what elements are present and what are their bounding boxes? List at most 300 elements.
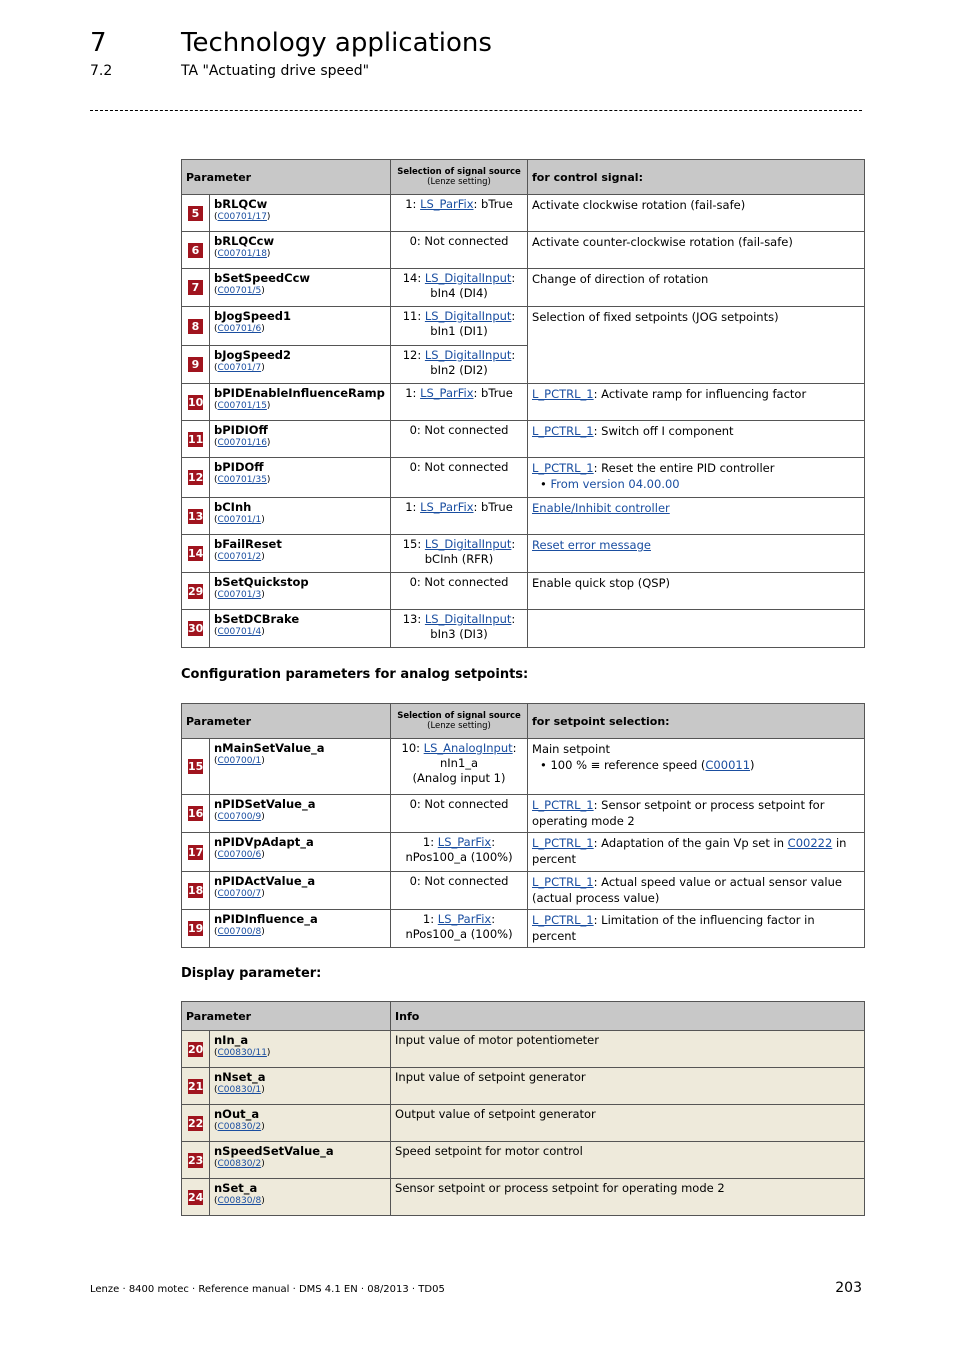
control-signal-table [181,159,865,648]
parameter-cell [210,535,391,573]
parameter-code-link[interactable]: C00701/2 [217,552,262,562]
parameter-name: nNset_a [214,1070,266,1084]
parameter-cell [210,872,391,910]
parameter-name: bPIDIOff [214,423,268,437]
info-cell [528,833,865,872]
source-suffix: : [511,348,516,362]
row-number-badge: 30 [188,622,204,635]
source-link[interactable]: LS_DigitalInput [424,309,512,323]
source-cell [391,573,528,610]
table-row [182,535,865,573]
parameter-cell [210,795,391,833]
source-line [395,835,523,850]
parameter-code-link[interactable]: C00700/8 [217,927,262,937]
parameter-cell [210,610,391,648]
source-link[interactable]: LS_ParFix [420,386,474,400]
parameter-code: (C00701/3) [214,590,265,600]
source-prefix: 1: [405,386,421,400]
parameter-name: nSpeedSetValue_a [214,1144,334,1158]
row-number-badge: 21 [188,1079,204,1093]
parameter-code: (C00830/8) [214,1196,265,1206]
parameter-code-link[interactable]: C00701/17 [217,212,267,222]
source-signal: nIn1_a [439,756,479,770]
parameter-code: (C00701/17) [214,212,271,222]
parameter-code-link[interactable]: C00701/15 [217,401,267,411]
source-suffix: : [491,912,496,926]
col-header-info: for control signal: [528,160,865,195]
source-signal: bCInh (RFR) [424,552,494,566]
row-number-badge: 10 [188,395,204,409]
row-number-cell [182,1105,210,1142]
row-number-badge: 16 [188,807,204,820]
parameter-name: bSetSpeedCcw [214,271,311,285]
table-row [182,739,865,795]
source-prefix: 12: [402,348,425,362]
source-line [395,197,523,212]
table-row [182,573,865,610]
source-cell [391,872,528,910]
row-number-cell [182,498,210,535]
parameter-cell [210,346,391,384]
source-cell [391,610,528,648]
parameter-name: bJogSpeed1 [214,309,291,323]
row-number-badge: 14 [188,547,204,560]
table-row [182,1142,865,1179]
parameter-name: bSetQuickstop [214,575,309,589]
source-link[interactable]: LS_DigitalInput [424,271,512,285]
info-cell [528,195,865,232]
info-bullet: • From version 04.00.00 [540,477,680,491]
parameter-code-link[interactable]: C00701/35 [217,475,267,485]
table-row [182,610,865,648]
parameter-code-link[interactable]: C00701/3 [217,590,262,600]
info-link[interactable]: Enable/Inhibit controller [532,501,670,515]
parameter-code-link[interactable]: C00830/1 [217,1085,262,1095]
info-text: : Sensor setpoint or process setpoint for operating mode 2 [532,798,825,828]
row-number-cell [182,610,210,648]
table-row [182,307,865,346]
parameter-cell [210,1031,391,1068]
row-number-badge: 6 [188,243,203,258]
info-bullet: • 100 % ≡ reference speed (C00011) [540,758,755,772]
info-text: Activate counter-clockwise rotation (fail-safe) [532,235,793,249]
source-signal: nPos100_a (100%) [405,850,513,864]
info-line [532,575,860,591]
source-cell [391,269,528,307]
info-text: Activate clockwise rotation (fail-safe) [532,198,746,212]
info-cell [528,573,865,610]
source-note: (Analog input 1) [412,771,506,785]
parameter-code-link[interactable]: C00701/18 [217,249,267,259]
source-signal: bIn4 (DI4) [430,286,488,300]
source-cell [391,346,528,384]
source-prefix: 11: [402,309,425,323]
info-line [532,271,860,287]
parameter-code: (C00830/2) [214,1159,265,1169]
info-cell [528,872,865,910]
table-row [182,1068,865,1105]
row-number-cell [182,307,210,346]
source-line [395,797,523,812]
row-number-badge: 22 [188,1116,204,1130]
row-number-badge: 24 [188,1190,204,1204]
bullet-text: 100 % ≡ reference speed ( [550,758,706,772]
info-link[interactable]: L_PCTRL_1 [532,798,594,812]
info-cell [528,307,865,384]
heading-display-parameter: Display parameter: [181,966,322,981]
parameter-code: (C00701/2) [214,552,265,562]
info-line [532,537,860,553]
parameter-name: nSet_a [214,1181,258,1195]
parameter-name: bCInh [214,500,252,514]
info-line [532,460,860,476]
section-title: TA "Actuating drive speed" [181,63,370,79]
info-cell [528,458,865,498]
source-signal: bIn3 (DI3) [430,627,488,641]
parameter-cell [210,498,391,535]
source-line [395,537,523,552]
parameter-name: bJogSpeed2 [214,348,291,362]
parameter-name: bFailReset [214,537,282,551]
heading-analog-setpoints: Configuration parameters for analog setpoints: [181,667,529,682]
parameter-code-link[interactable]: C00701/1 [217,515,262,525]
chapter-title: Technology applications [181,28,492,58]
source-suffix: : bTrue [473,386,513,400]
info-line [532,234,860,250]
source-suffix: : bTrue [473,500,513,514]
row-number-cell [182,1142,210,1179]
parameter-name: nPIDVpAdapt_a [214,835,314,849]
row-number-badge: 15 [188,760,204,773]
col-header-info: Info [391,1002,865,1031]
source-prefix: 0: Not connected [409,234,509,248]
row-number-badge: 23 [188,1153,204,1167]
parameter-code: (C00701/16) [214,438,271,448]
table-row [182,458,865,498]
row-number-cell [182,1031,210,1068]
info-text: Main setpoint [532,742,611,756]
col-header-parameter: Parameter [182,160,391,195]
parameter-code-link[interactable]: C00830/8 [217,1196,262,1206]
parameter-code-link[interactable]: C00700/9 [217,812,262,822]
source-suffix: : [511,271,516,285]
info-line [532,912,860,944]
source-prefix: 0: Not connected [409,874,509,888]
info-line [532,386,860,402]
row-number-badge: 17 [188,845,204,859]
parameter-code: (C00700/8) [214,927,265,937]
parameter-code-link[interactable]: C00701/5 [217,286,262,296]
info-text: Selection of fixed setpoints (JOG setpoints) [532,310,779,324]
info-line [532,423,860,439]
source-prefix: 13: [402,612,425,626]
info-cell [528,421,865,458]
source-prefix: 14: [402,271,425,285]
info-cell [528,535,865,573]
parameter-cell [210,573,391,610]
source-link[interactable]: LS_ParFix [420,197,474,211]
parameter-code: (C00700/1) [214,756,265,766]
parameter-cell [210,421,391,458]
source-cell [391,795,528,833]
row-number-badge: 29 [188,584,204,598]
setpoint-table [181,703,865,948]
info-text: : Activate ramp for influencing factor [593,387,807,401]
info-text: Input value of setpoint generator [395,1070,586,1084]
source-suffix: : [512,741,517,755]
info-text: : Switch off I component [593,424,734,438]
source-prefix: 10: [401,741,424,755]
row-number-badge: 18 [188,884,204,897]
parameter-code-link[interactable]: C00700/6 [217,850,262,860]
parameter-code-link[interactable]: C00830/2 [217,1159,262,1169]
row-number-badge: 8 [188,319,203,334]
info-link[interactable]: C00222 [787,836,833,850]
info-text: Input value of motor potentiometer [395,1033,599,1047]
source-link[interactable]: LS_DigitalInput [424,348,512,362]
parameter-name: bPIDEnableInfluenceRamp [214,386,385,400]
info-text: Enable quick stop (QSP) [532,576,671,590]
parameter-name: bPIDOff [214,460,264,474]
source-cell [391,458,528,498]
parameter-code: (C00701/7) [214,363,265,373]
info-line [532,309,860,325]
parameter-code-link[interactable]: C00830/2 [217,1122,262,1132]
source-line [395,612,523,627]
row-number-cell [182,1068,210,1105]
parameter-code-link[interactable]: C00701/7 [217,363,262,373]
info-text: : Actual speed value or actual sensor value (actual process value) [532,875,842,905]
parameter-name: nPIDInfluence_a [214,912,318,926]
parameter-name: bRLQCcw [214,234,275,248]
row-number-cell [182,795,210,833]
info-text: : Reset the entire PID controller [593,461,775,475]
table-row [182,269,865,307]
info-link[interactable]: Reset error message [532,538,651,552]
source-suffix: : [511,309,516,323]
info-line [532,797,860,829]
parameter-name: bRLQCw [214,197,268,211]
parameter-code-link[interactable]: C00701/16 [217,438,267,448]
row-number-cell [182,346,210,384]
footer-text: Lenze · 8400 motec · Reference manual · DMS 4.1 EN · 08/2013 · TD05 [90,1284,445,1295]
info-line [532,835,860,867]
info-text: in percent [532,836,847,866]
parameter-code: (C00700/7) [214,889,265,899]
table-row [182,1179,865,1216]
table-row [182,833,865,872]
source-link[interactable]: LS_ParFix [437,912,492,926]
table-row [182,498,865,535]
row-number-badge: 5 [188,206,203,221]
parameter-cell [210,1142,391,1179]
row-number-badge: 11 [188,432,204,446]
parameter-cell [210,833,391,872]
bullet-link[interactable]: C00011 [705,758,751,772]
source-link[interactable]: LS_AnalogInput [423,741,513,755]
parameter-cell [210,1068,391,1105]
parameter-name: bSetDCBrake [214,612,300,626]
info-text: : Limitation of the influencing factor in percent [532,913,815,943]
source-suffix: : [511,537,516,551]
parameter-code: (C00701/1) [214,515,265,525]
source-link[interactable]: LS_DigitalInput [424,537,512,551]
bullet-text: From version 04.00.00 [550,477,680,491]
source-line [395,460,523,475]
source-line [395,309,523,324]
row-number-badge: 19 [188,922,204,935]
info-link[interactable]: L_PCTRL_1 [532,387,594,401]
table-row [182,384,865,421]
info-link[interactable]: L_PCTRL_1 [532,913,594,927]
row-number-badge: 9 [188,357,203,372]
section-number: 7.2 [90,63,113,79]
parameter-cell [210,910,391,948]
source-link[interactable]: LS_ParFix [420,500,474,514]
parameter-code-link[interactable]: C00830/11 [217,1048,267,1058]
parameter-code: (C00701/35) [214,475,271,485]
source-prefix: 1: [405,500,421,514]
source-link[interactable]: LS_DigitalInput [424,612,512,626]
row-number-badge: 13 [188,509,204,523]
parameter-name: nOut_a [214,1107,260,1121]
source-signal: bIn2 (DI2) [430,363,488,377]
source-link[interactable]: LS_ParFix [437,835,492,849]
info-cell [528,610,865,648]
table-row [182,232,865,269]
source-cell [391,498,528,535]
col-header-parameter: Parameter [182,1002,391,1031]
parameter-cell [210,1105,391,1142]
info-link[interactable]: L_PCTRL_1 [532,875,594,889]
source-cell [391,232,528,269]
source-cell [391,384,528,421]
parameter-code: (C00701/4) [214,627,265,637]
parameter-code: (C00700/9) [214,812,265,822]
parameter-code-link[interactable]: C00701/6 [217,324,262,334]
info-link[interactable]: L_PCTRL_1 [532,424,594,438]
col-header-parameter: Parameter [182,704,391,739]
source-line [395,348,523,363]
row-number-cell [182,1179,210,1216]
row-number-cell [182,269,210,307]
row-number-badge: 20 [188,1042,204,1056]
display-parameter-table [181,1001,865,1216]
parameter-code: (C00701/5) [214,286,265,296]
source-suffix: : bTrue [473,197,513,211]
info-cell [391,1031,865,1068]
col-header-source: Selection of signal source (Lenze setting) [391,704,528,739]
source-prefix: 0: Not connected [409,797,509,811]
info-text: Speed setpoint for motor control [395,1144,583,1158]
info-line [532,197,860,213]
source-line [395,271,523,286]
source-cell [391,421,528,458]
source-line [395,500,523,515]
source-prefix: 0: Not connected [409,423,509,437]
parameter-name: nPIDSetValue_a [214,797,316,811]
source-cell [391,833,528,872]
row-number-cell [182,833,210,872]
parameter-name: nIn_a [214,1033,249,1047]
parameter-name: nPIDActValue_a [214,874,316,888]
source-signal: bIn1 (DI1) [430,324,488,338]
col-header-info: for setpoint selection: [528,704,865,739]
info-link[interactable]: L_PCTRL_1 [532,461,594,475]
source-prefix: 1: [422,912,438,926]
row-number-cell [182,458,210,498]
info-text: Sensor setpoint or process setpoint for operating mode 2 [395,1181,725,1195]
source-prefix: 0: Not connected [409,575,509,589]
table-row [182,795,865,833]
source-line [395,741,523,756]
row-number-cell [182,872,210,910]
source-line [395,386,523,401]
info-cell [391,1142,865,1179]
row-number-cell [182,910,210,948]
bullet-suffix: ) [750,758,755,772]
parameter-code-link[interactable]: C00701/4 [217,627,262,637]
row-number-cell [182,195,210,232]
source-prefix: 1: [405,197,421,211]
row-number-cell [182,421,210,458]
info-cell [528,269,865,307]
row-number-cell [182,535,210,573]
source-line [395,423,523,438]
info-text: Change of direction of rotation [532,272,709,286]
row-number-cell [182,739,210,795]
info-cell [528,910,865,948]
info-line [532,874,860,906]
parameter-code: (C00830/2) [214,1122,265,1132]
source-cell [391,195,528,232]
info-line [532,500,860,516]
parameter-cell [210,195,391,232]
parameter-cell [210,458,391,498]
info-cell [528,795,865,833]
header-divider [90,110,862,111]
info-link[interactable]: L_PCTRL_1 [532,836,594,850]
source-cell [391,307,528,346]
parameter-code: (C00701/15) [214,401,271,411]
row-number-cell [182,384,210,421]
table-row [182,421,865,458]
info-cell [391,1179,865,1216]
table-row [182,1031,865,1068]
table-row [182,872,865,910]
parameter-code: (C00830/11) [214,1048,271,1058]
info-line [532,741,860,757]
parameter-cell [210,384,391,421]
source-line [395,575,523,590]
parameter-cell [210,307,391,346]
source-signal: nPos100_a (100%) [405,927,513,941]
source-prefix: 15: [402,537,425,551]
info-cell [391,1105,865,1142]
info-text: Output value of setpoint generator [395,1107,596,1121]
parameter-code: (C00701/6) [214,324,265,334]
source-prefix: 1: [422,835,438,849]
info-cell [528,739,865,795]
row-number-cell [182,573,210,610]
source-line [395,912,523,927]
parameter-code-link[interactable]: C00700/1 [217,756,262,766]
parameter-code-link[interactable]: C00700/7 [217,889,262,899]
parameter-cell [210,1179,391,1216]
table-row [182,195,865,232]
table-row [182,910,865,948]
info-cell [528,498,865,535]
